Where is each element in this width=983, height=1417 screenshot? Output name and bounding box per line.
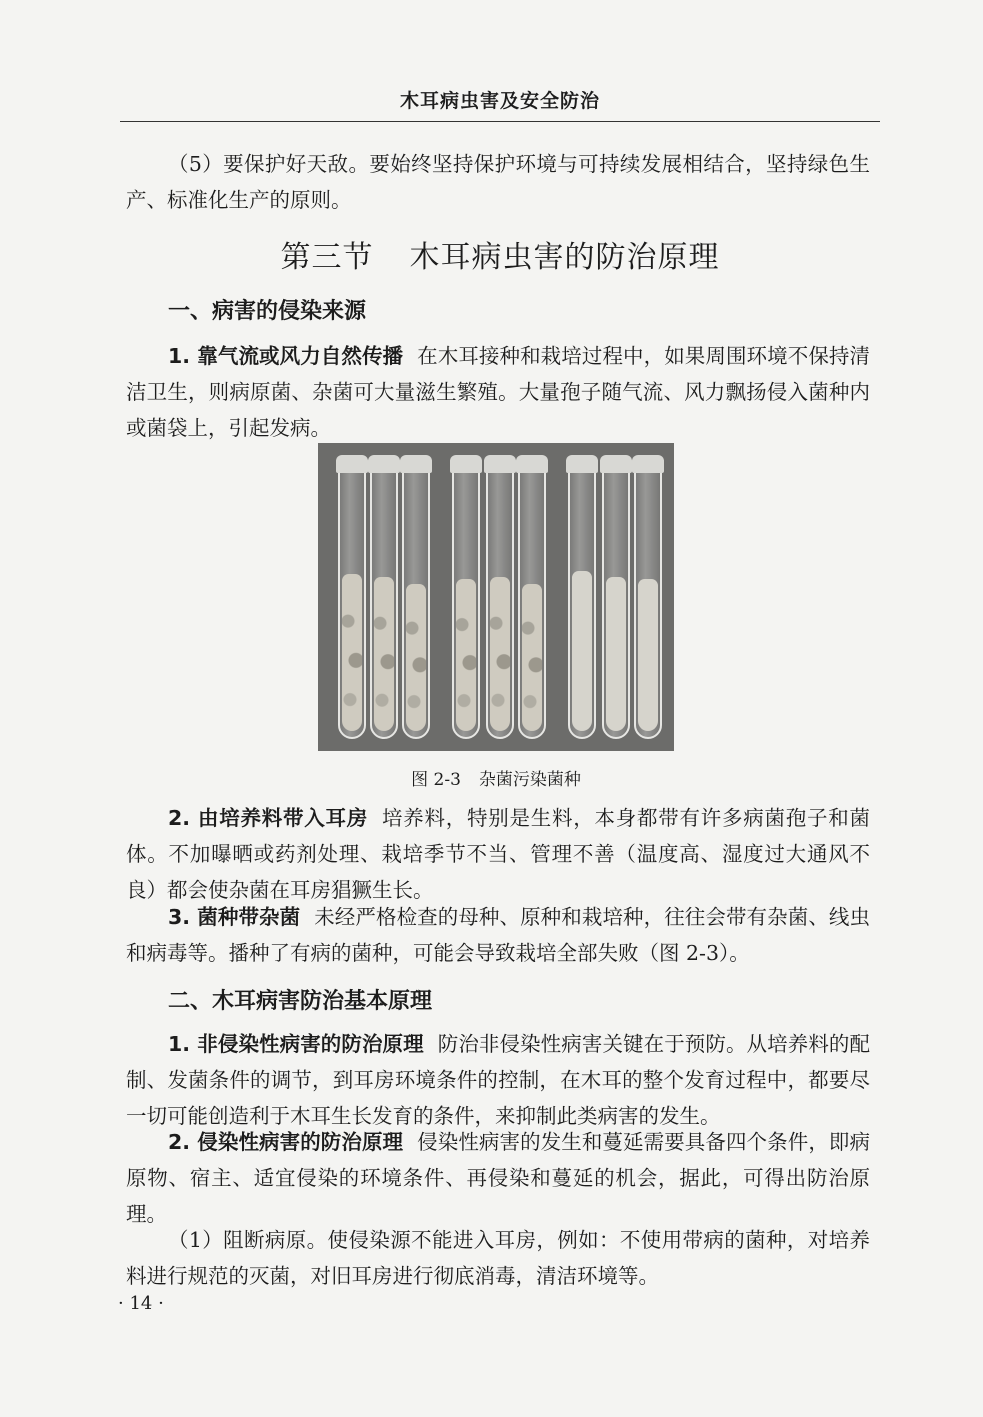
paragraph-item-4 xyxy=(126,1026,870,1134)
test-tube xyxy=(602,457,630,739)
item-4-lead: 1. 非侵染性病害的防治原理 xyxy=(168,1032,424,1056)
test-tube xyxy=(486,457,514,739)
header-rule xyxy=(120,121,880,122)
running-header: 木耳病虫害及安全防治 xyxy=(399,90,600,112)
test-tube xyxy=(370,457,398,739)
test-tube xyxy=(402,457,430,739)
page-number: · 14 · xyxy=(118,1293,164,1314)
subheading-infection-sources: 一、病害的侵染来源 xyxy=(168,299,367,324)
item-2-lead: 2. 由培养料带入耳房 xyxy=(168,806,368,830)
figure-number: 图 2-3 xyxy=(411,770,461,790)
subheading-control-principles: 二、木耳病害防治基本原理 xyxy=(168,989,433,1014)
paragraph-item-5 xyxy=(126,1124,870,1232)
item-2-text: 培养料，特别是生料，本身都带有许多病菌孢子和菌体。不加曝晒或药剂处理、栽培季节不当、管理不善（温度高、湿度过大通风不良）都会使杂菌在耳房猖獗生长。 xyxy=(126,806,870,902)
figure-caption xyxy=(318,765,674,790)
test-tube xyxy=(518,457,546,739)
test-tube xyxy=(338,457,366,739)
test-tube xyxy=(568,457,596,739)
paragraph-block-pathogen: （1）阻断病原。使侵染源不能进入耳房，例如：不使用带病的菌种，对培养料进行规范的灭菌，对旧耳房进行彻底消毒，清洁环境等。 xyxy=(126,1228,870,1288)
paragraph-item-1 xyxy=(126,338,870,446)
section-heading: 木耳病虫害的防治原理 xyxy=(409,240,720,275)
test-tube xyxy=(634,457,662,739)
test-tube xyxy=(452,457,480,739)
item-3-lead: 3. 菌种带杂菌 xyxy=(168,905,301,929)
item-1-lead: 1. 靠气流或风力自然传播 xyxy=(168,344,404,368)
item-4-text: 防治非侵染性病害关键在于预防。从培养料的配制、发菌条件的调节，到耳房环境条件的控制，在木耳的整个发育过程中，都要尽一切可能创造利于木耳生长发育的条件，来抑制此类病害的发生。 xyxy=(126,1032,870,1128)
section-title xyxy=(120,232,880,276)
item-1-text: 在木耳接种和栽培过程中，如果周围环境不保持清洁卫生，则病原菌、杂菌可大量滋生繁殖。大量孢子随气流、风力飘扬侵入菌种内或菌袋上，引起发病。 xyxy=(126,344,870,440)
figure-test-tubes-photo xyxy=(318,443,674,751)
paragraph-item-3 xyxy=(126,899,870,971)
item-3-text: 未经严格检查的母种、原种和栽培种，往往会带有杂菌、线虫和病毒等。播种了有病的菌种，可能会导致栽培全部失败（图 2-3）。 xyxy=(126,905,870,965)
item-5-lead: 2. 侵染性病害的防治原理 xyxy=(168,1130,404,1154)
item-5-text: 侵染性病害的发生和蔓延需要具备四个条件，即病原物、宿主、适宜侵染的环境条件、再侵染和蔓延的机会，据此，可得出防治原理。 xyxy=(126,1130,870,1226)
paragraph-item-2 xyxy=(126,800,870,908)
paragraph-protect-enemies: （5）要保护好天敌。要始终坚持保护环境与可持续发展相结合，坚持绿色生产、标准化生产的原则。 xyxy=(126,152,870,212)
figure-caption-text: 杂菌污染菌种 xyxy=(478,770,581,790)
section-number: 第三节 xyxy=(280,240,374,275)
